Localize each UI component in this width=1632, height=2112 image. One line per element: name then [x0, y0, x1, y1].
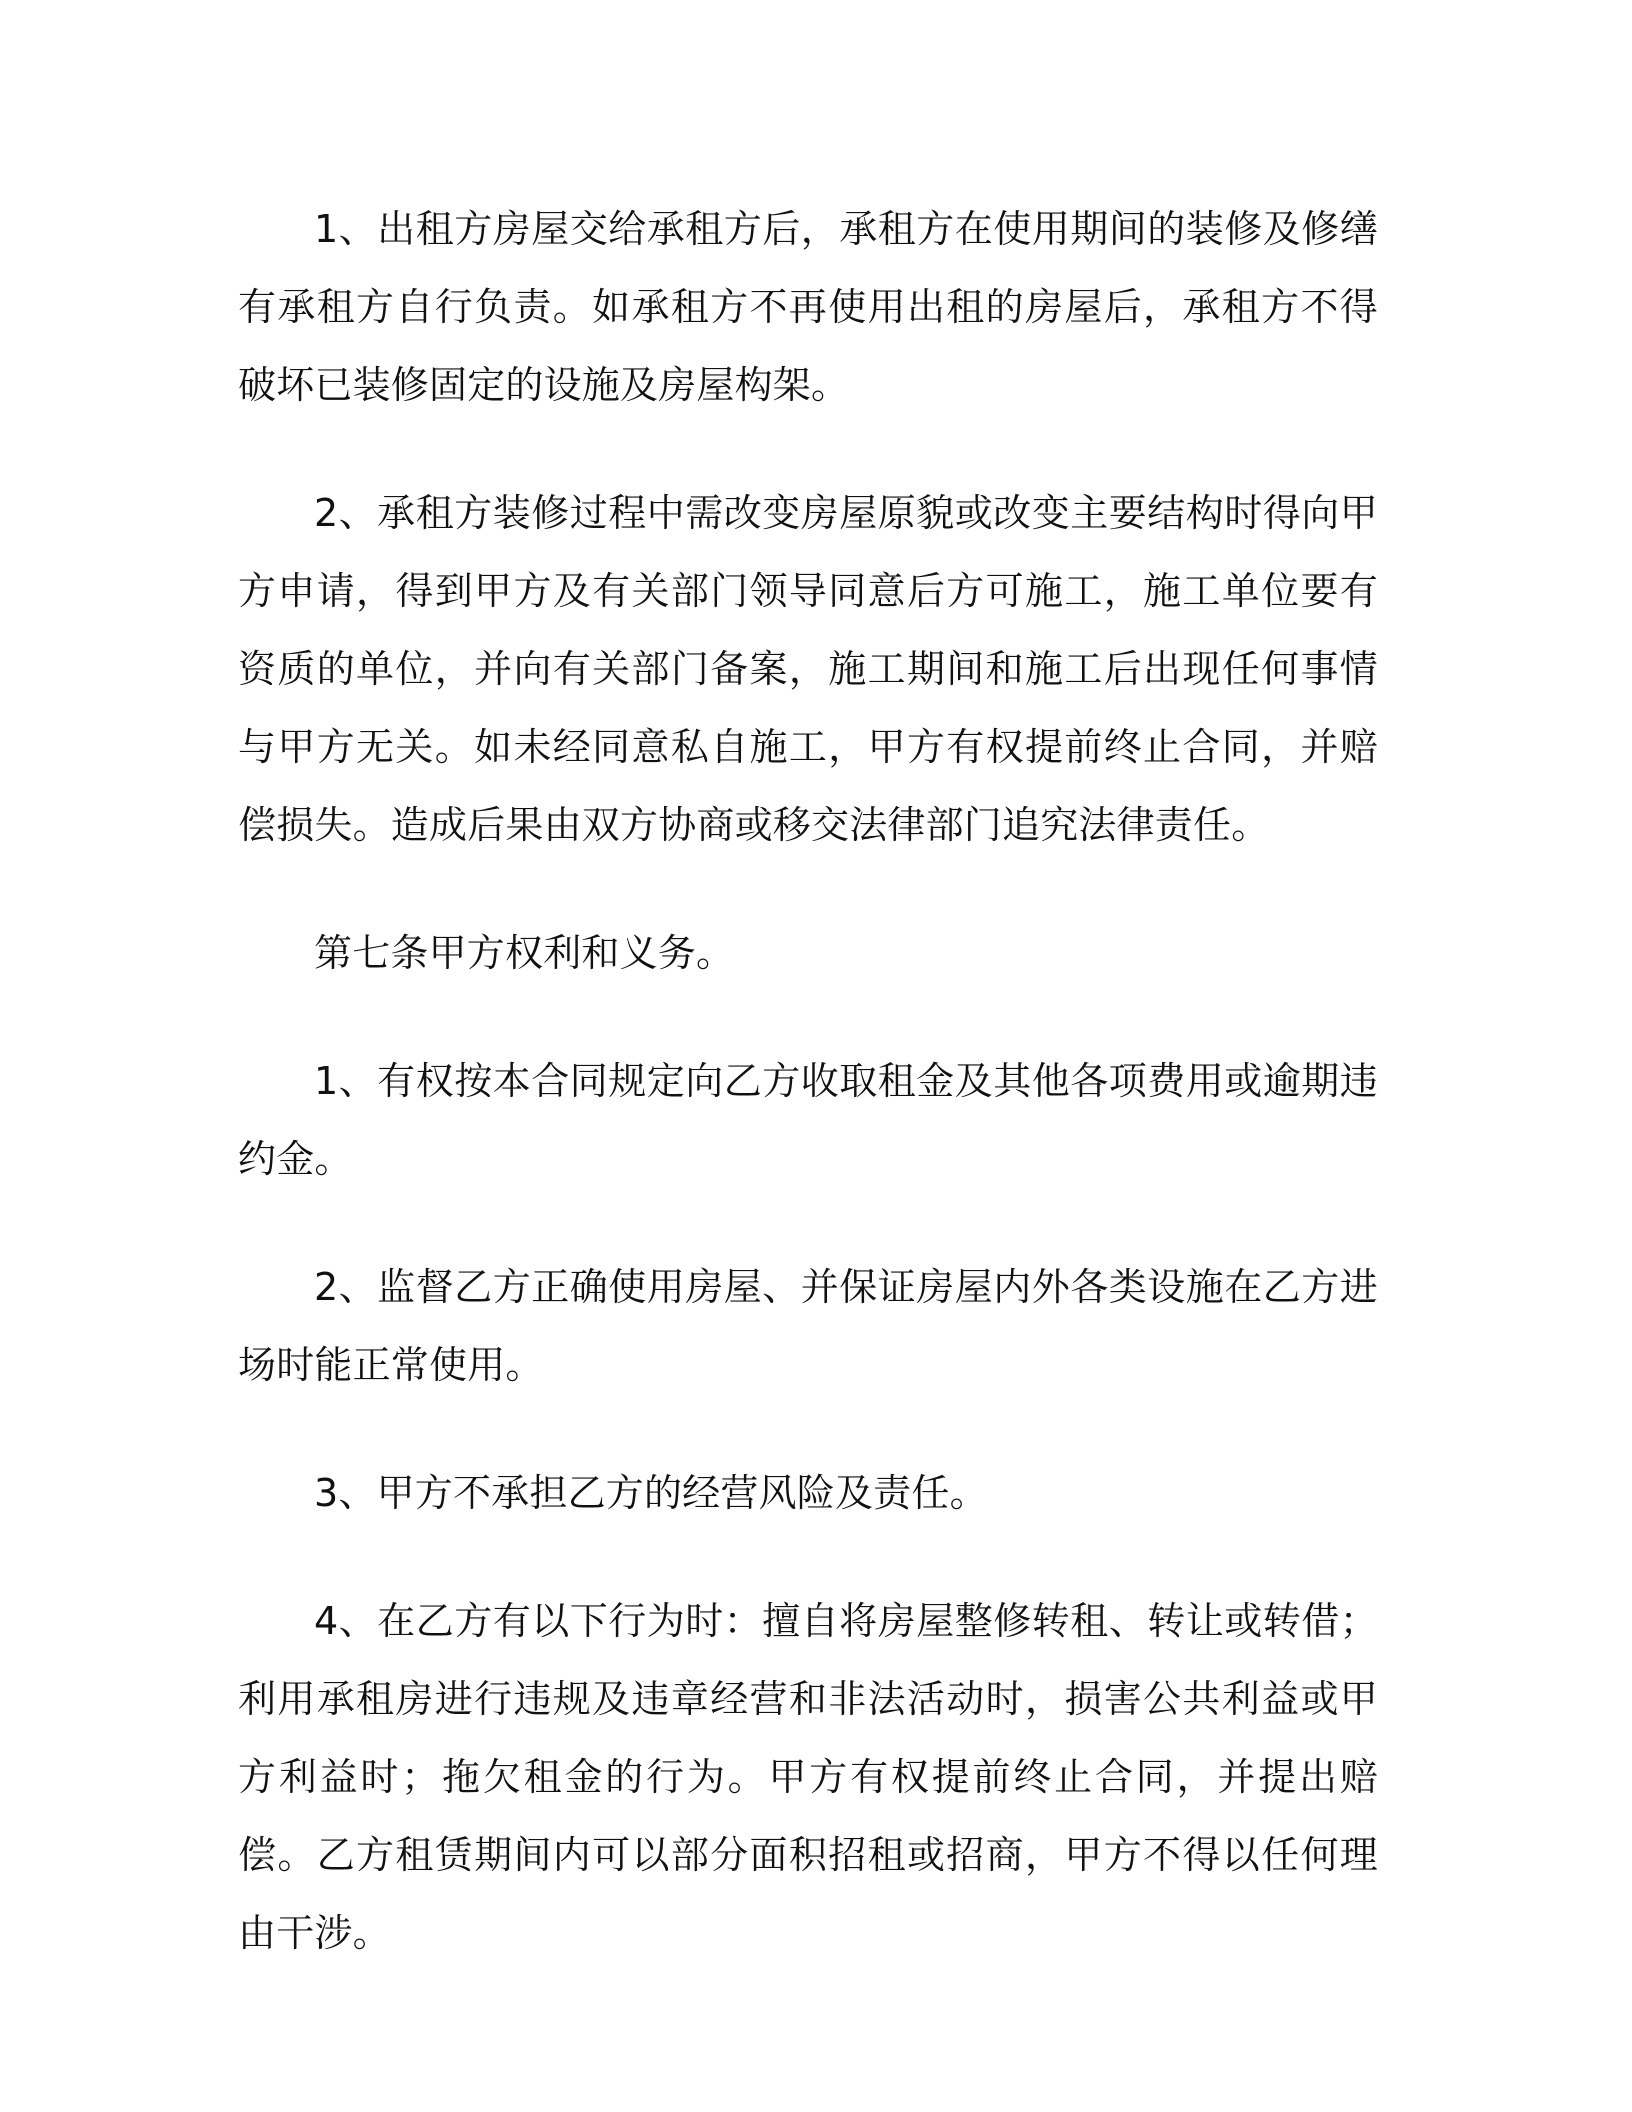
- paragraph-clause-2-structural-change: 2、承租方装修过程中需改变房屋原貌或改变主要结构时得向甲方申请，得到甲方及有关部门领导同意后方可施工，施工单位要有资质的单位，并向有关部门备案，施工期间和施工后出现任何事情与甲方无关。如未经同意私自施工，甲方有权提前终止合同，并赔偿损失。造成后果由双方协商或移交法律部门追究法律责任。: [238, 491, 1378, 847]
- section-heading-article-7: 第七条甲方权利和义务。: [314, 931, 735, 975]
- document-body: [238, 190, 1378, 2022]
- paragraph-lessor-right-3: 3、甲方不承担乙方的经营风险及责任。: [314, 1471, 988, 1515]
- paragraph-lessor-right-1: 1、有权按本合同规定向乙方收取租金及其他各项费用或逾期违约金。: [238, 1059, 1378, 1181]
- paragraph-lessor-right-4: 4、在乙方有以下行为时：擅自将房屋整修转租、转让或转借；利用承租房进行违规及违章经营和非法活动时，损害公共利益或甲方利益时；拖欠租金的行为。甲方有权提前终止合同，并提出赔偿。乙方租赁期间内可以部分面积招租或招商，甲方不得以任何理由干涉。: [238, 1599, 1378, 1955]
- paragraph-lessor-right-2: 2、监督乙方正确使用房屋、并保证房屋内外各类设施在乙方进场时能正常使用。: [238, 1265, 1378, 1387]
- paragraph-clause-1-renovation: 1、出租方房屋交给承租方后，承租方在使用期间的装修及修缮有承租方自行负责。如承租方不再使用出租的房屋后，承租方不得破坏已装修固定的设施及房屋构架。: [238, 207, 1378, 407]
